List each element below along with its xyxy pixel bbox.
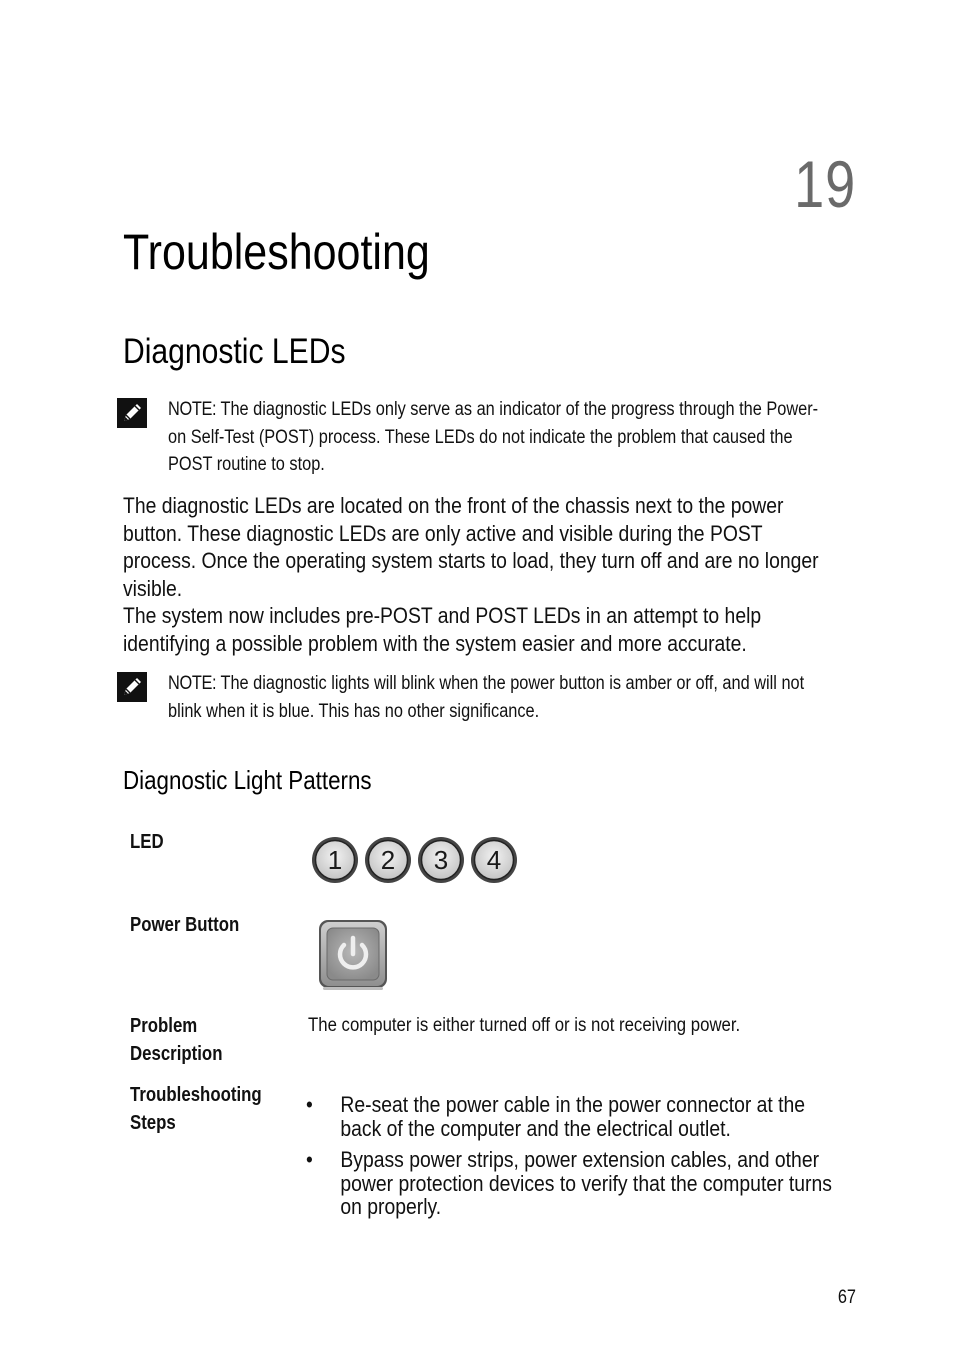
- led-2-number: 2: [380, 845, 396, 875]
- led-1-icon: [312, 837, 358, 883]
- led-4-number: 4: [486, 845, 502, 875]
- body-text: [123, 492, 837, 657]
- note-pencil-icon: [117, 672, 147, 702]
- led-2-icon: [365, 837, 411, 883]
- problem-row-label: [130, 1012, 222, 1068]
- led-1-number: 1: [327, 845, 343, 875]
- page-number: 67: [837, 1287, 856, 1308]
- led-3-number: 3: [433, 845, 449, 875]
- steps-row-label: [130, 1081, 262, 1137]
- note-text: The diagnostic lights will blink when the power button is amber or off, and will not blink when it is blue. This has no other significance.: [168, 673, 805, 722]
- steps-label-line-2: Steps: [130, 1111, 176, 1134]
- led-indicators: [309, 834, 521, 886]
- list-item: [306, 1148, 839, 1219]
- power-row-label: Power Button: [130, 913, 240, 936]
- step-text: Bypass power strips, power extension cables, and other power protection devices to verify that the computer turns on properly.: [340, 1147, 832, 1219]
- problem-label-line-2: Description: [130, 1042, 223, 1065]
- note-pencil-icon: [117, 398, 147, 428]
- note-1: [168, 396, 822, 479]
- list-item: [306, 1093, 839, 1140]
- led-4-icon: [471, 837, 517, 883]
- bullet: •: [306, 1147, 313, 1172]
- body-paragraph-2: The system now includes pre-POST and POST LEDs in an attempt to help identifying a possible problem with the system easier and more accurate.: [123, 603, 762, 656]
- bullet: •: [306, 1092, 313, 1117]
- note-label: NOTE:: [168, 399, 217, 420]
- led-3-icon: [418, 837, 464, 883]
- led-row-label: LED: [130, 830, 164, 853]
- chapter-number: 19: [794, 147, 856, 221]
- note-label: NOTE:: [168, 673, 217, 694]
- chapter-title: Troubleshooting: [123, 224, 430, 280]
- step-text: Re-seat the power cable in the power connector at the back of the computer and the electrical outlet.: [340, 1092, 806, 1141]
- problem-description: The computer is either turned off or is not receiving power.: [308, 1014, 741, 1036]
- body-paragraph-1: The diagnostic LEDs are located on the front of the chassis next to the power button. These diagnostic LEDs are only active and visible during the POST process. Once the operating system starts to load, they turn off and are no longer visible.: [123, 493, 819, 601]
- note-2: [168, 670, 822, 725]
- subsection-title: Diagnostic Light Patterns: [123, 765, 372, 795]
- steps-label-line-1: Troubleshooting: [130, 1083, 262, 1106]
- section-title: Diagnostic LEDs: [123, 332, 346, 371]
- power-icon: [317, 918, 389, 992]
- problem-label-line-1: Problem: [130, 1014, 198, 1037]
- note-text: The diagnostic LEDs only serve as an indicator of the progress through the Power-on Self-Test (POST) process. These LEDs do not indicate the problem that caused the POST routine to stop.: [168, 399, 819, 475]
- troubleshooting-steps-list: [306, 1093, 839, 1227]
